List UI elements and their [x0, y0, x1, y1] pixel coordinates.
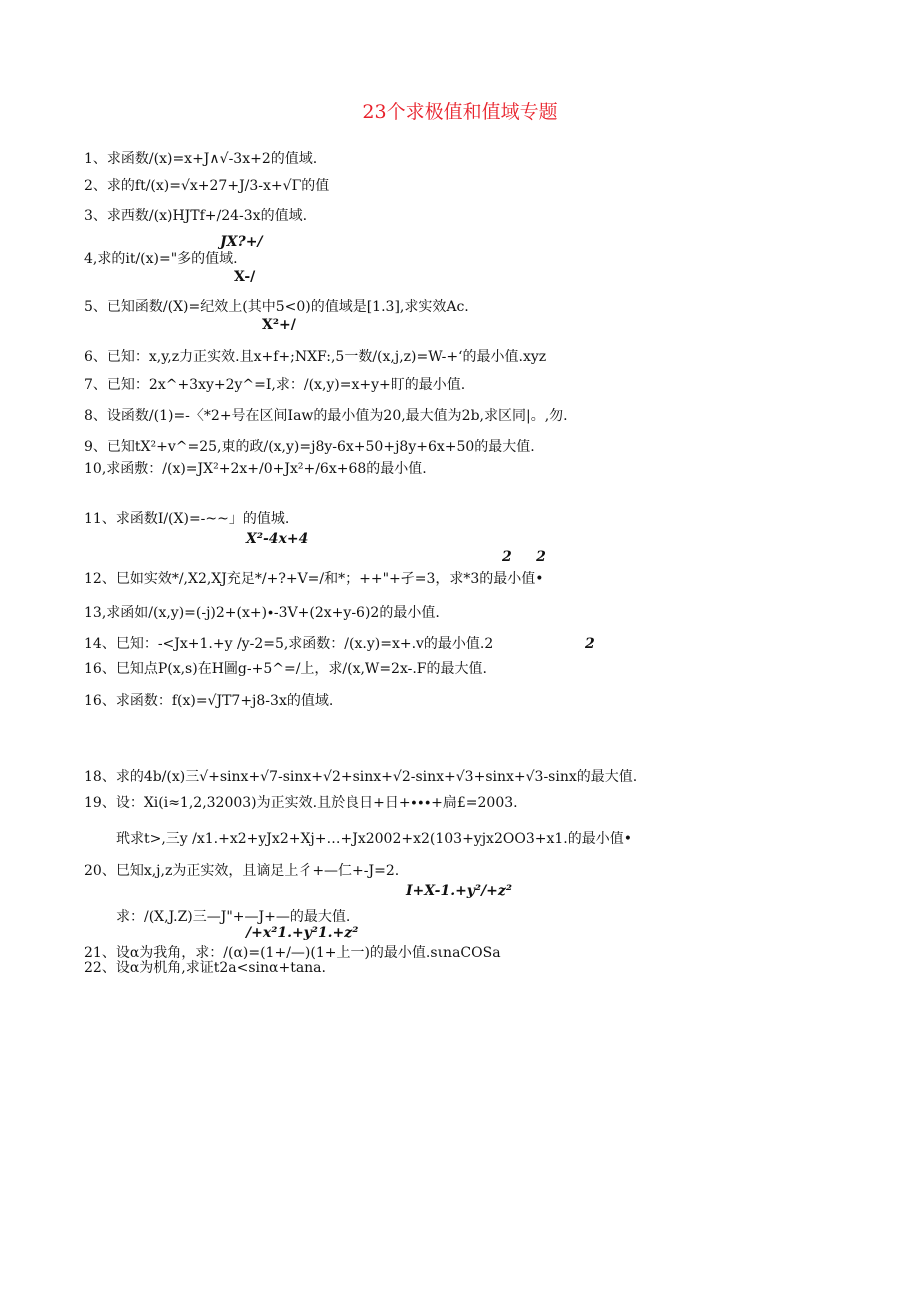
problem-20: 20、巳知x,j,z为正实效，且谪足上彳+—仁+-J=2.: [84, 863, 400, 879]
problem-20-continued-denominators: /+x²1.+y²1.+z²: [246, 925, 359, 941]
problem-5: 5、已知函数/(X)=纪效上(其中5<0)的值域是[1.3],求实效Ac.: [84, 299, 469, 315]
problem-6: 6、已知：x,y,z力正实效.且x+f+;NXF:,5一数/(x,j,z)=W-+‘的最小值.xyz: [84, 349, 547, 365]
problem-10: 10,求函敷：/(x)=JX²+2x+/0+Jx²+∕6x+68的最小值.: [84, 461, 427, 477]
problem-3: 3、求西数/(x)HJTf+∕24-3x的值域.: [84, 208, 308, 224]
problem-18: 18、求的4b/(x)三√+sinx+√7-sinx+√2+sinx+√2-sinx+√3+sinx+√3-sinx的最大值.: [84, 769, 638, 785]
problem-12-superscripts: 2 2: [502, 549, 546, 565]
problem-11: 11、求函数I/(X)=-~~」的值城.: [84, 511, 290, 527]
problem-19-continued: 玳求t>,三y /x1.+x2+yJx2+Xj+…+Jx2002+x2(103+yjx2OO3+x1.的最小值•: [116, 831, 632, 847]
page-title: 23个求极值和值域专题: [362, 101, 558, 123]
problem-14: 14、巳知：-<Jx+1.+y /y-2=5,求函数：/(x.y)=x+.v的最小值.2: [84, 636, 494, 652]
problem-8: 8、设函数/(1)=-〈*2+号在区间Iaw的最小值为20,最大值为2b,求区同|。,勿.: [84, 408, 568, 424]
problem-7: 7、已知：2x^+3xy+2y^=I,求：/(x,y)=x+y+盯的最小值.: [84, 377, 466, 393]
problem-20-denominators: I+X-1.+y²/+z²: [406, 883, 512, 899]
problem-11-denominator: X²-4x+4: [246, 531, 309, 547]
problem-21: 21、设α为我角，求：/(α)=(1+/—)(1+上一)的最小值.sιnaCOSa: [84, 945, 501, 961]
problem-4-numerator: JX?+/: [220, 234, 263, 250]
problem-4: 4,求的it/(x)="多的值域.: [84, 251, 238, 267]
problem-13: 13,求函如/(x,y)=(-j)2+(x+)∙-3V+(2x+y-6)2的最小值.: [84, 605, 440, 621]
problem-9: 9、已知tX²+v^=25,東的政/(x,y)=j8y-6x+50+j8y+6x+50的最大值.: [84, 439, 535, 455]
problem-19: 19、设：Xi(i≈1,2,32003)为正实效.且於良日+日+∙∙∙+扃£=2003.: [84, 795, 518, 811]
problem-5-denominator: X²+/: [262, 317, 296, 333]
problem-16b: 16、求函数：f(x)=√JT7+j8-3x的值域.: [84, 693, 334, 709]
problem-22: 22、设α为机角,求证t2a<sinα+tana.: [84, 960, 326, 976]
problem-14-tail: 2: [585, 636, 595, 652]
problem-2: 2、求的ft/(x)=√x+27+J/3-x+√Γ的值: [84, 178, 330, 194]
problem-20-continued: 求：/(X,J.Z)三—J"+—J+—的最大值.: [116, 909, 351, 925]
problem-12: 12、巳如实效*/,X2,XJ充足*/+?+V=/和*；++"+孑=3，求*3的最小值•: [84, 571, 544, 587]
problem-4-denominator: X-/: [234, 269, 256, 285]
problem-16a: 16、巳知点P(x,s)在H圖g-+5^=/上，求/(x,W=2x-.F的最大值.: [84, 661, 487, 677]
problem-1: 1、求函数/(x)=x+J∧√-3x+2的值域.: [84, 151, 318, 167]
